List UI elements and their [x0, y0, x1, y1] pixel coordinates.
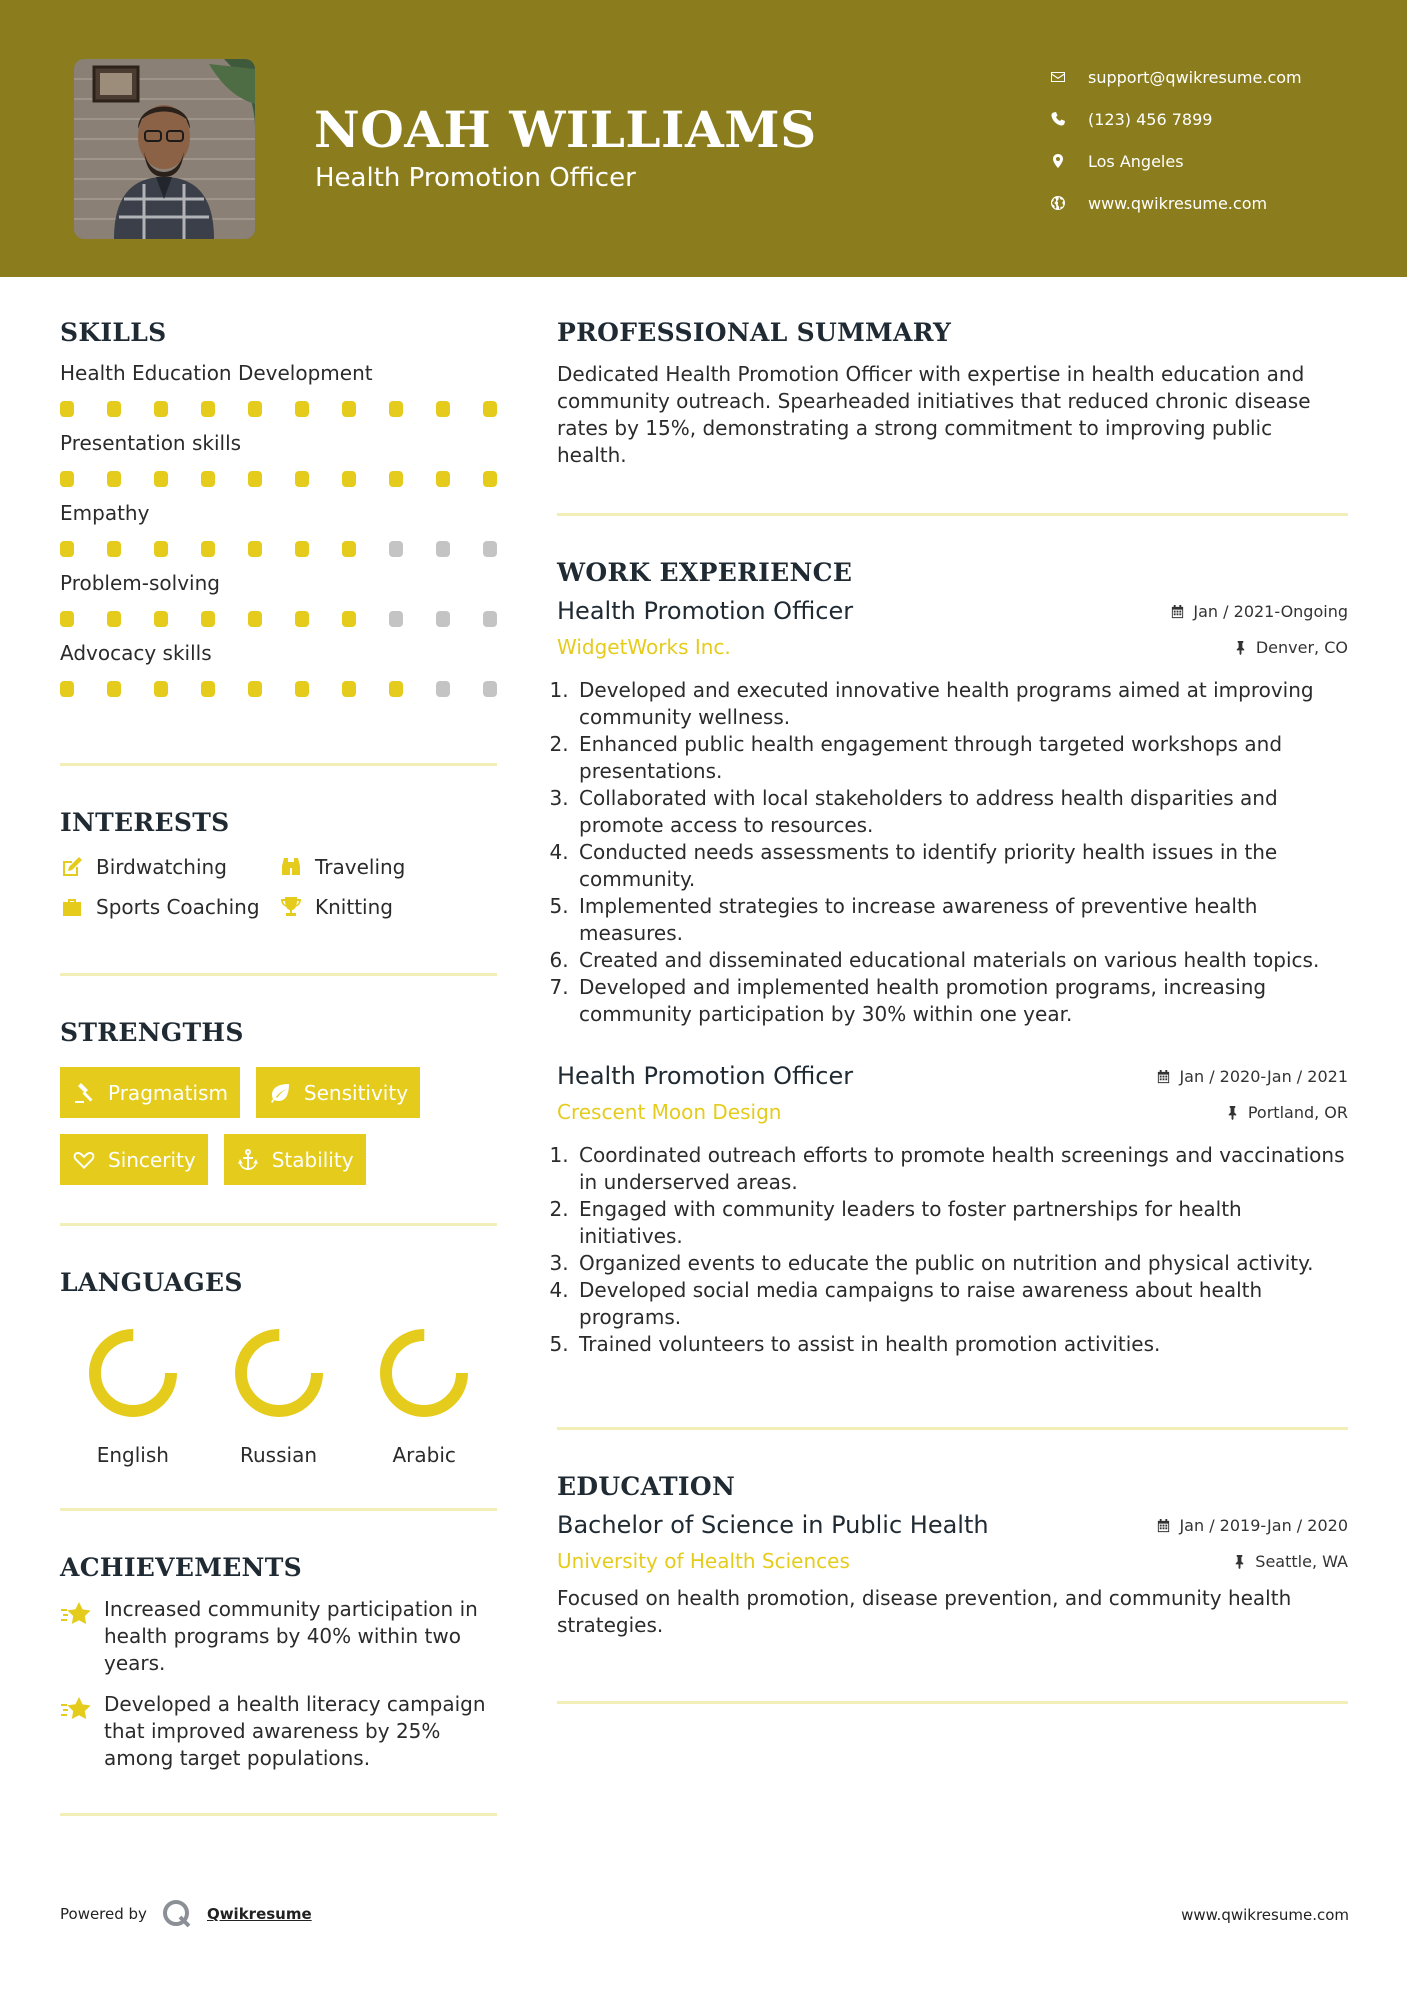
skill-name: Empathy — [60, 501, 150, 525]
skills-heading: SKILLS — [60, 318, 167, 347]
strength-label: Stability — [271, 1147, 354, 1172]
summary-section — [557, 318, 1348, 513]
rating-dot-empty — [436, 541, 450, 557]
rating-dot-filled — [107, 541, 121, 557]
qwikresume-logo-icon — [161, 1898, 193, 1930]
strengths-list — [60, 1067, 497, 1185]
rating-dot-filled — [342, 541, 356, 557]
strength-label: Pragmatism — [108, 1080, 228, 1105]
job-bullet: 1. Developed and executed innovative health programs aimed at improving community wellness. — [575, 677, 1348, 731]
summary-heading: PROFESSIONAL SUMMARY — [557, 318, 952, 347]
rating-dot-filled — [201, 471, 215, 487]
contact-website[interactable] — [1050, 182, 1302, 224]
rating-dot-filled — [201, 541, 215, 557]
rating-dot-empty — [389, 611, 403, 627]
contact-phone[interactable] — [1050, 98, 1302, 140]
star-icon — [60, 1695, 92, 1725]
rating-dot-filled — [154, 471, 168, 487]
rating-dot-filled — [483, 471, 497, 487]
achievements-heading: ACHIEVEMENTS — [60, 1553, 302, 1582]
language-proficiency-ring — [87, 1327, 179, 1419]
rating-dot-filled — [107, 401, 121, 417]
rating-dot-empty — [436, 611, 450, 627]
strength-label: Sensitivity — [303, 1080, 409, 1105]
rating-dot-filled — [436, 471, 450, 487]
rating-dot-empty — [389, 541, 403, 557]
strengths-heading: STRENGTHS — [60, 1018, 244, 1047]
rating-dot-filled — [60, 541, 74, 557]
language-item — [60, 1327, 206, 1467]
achievement-item — [60, 1596, 497, 1677]
rating-dot-filled — [389, 681, 403, 697]
phone-text[interactable]: (123) 456 7899 — [1088, 109, 1213, 129]
pushpin-icon — [1233, 640, 1248, 655]
language-proficiency-ring — [233, 1327, 325, 1419]
qwikresume-link[interactable]: Qwikresume — [206, 1905, 312, 1923]
rating-dot-filled — [342, 401, 356, 417]
rating-dot-empty — [483, 681, 497, 697]
job-dates-text: Jan / 2021-Ongoing — [1193, 602, 1348, 621]
achievements-section — [60, 1511, 497, 1813]
rating-dot-filled — [154, 611, 168, 627]
job-bullet: 4. Conducted needs assessments to identify priority health issues in the community. — [575, 839, 1348, 893]
strength-tag — [224, 1134, 366, 1185]
skill-rating — [60, 401, 497, 417]
job-location — [1233, 638, 1348, 657]
skill-rating — [60, 611, 497, 627]
rating-dot-filled — [60, 611, 74, 627]
right-column — [557, 318, 1348, 1704]
calendar-icon — [1170, 604, 1185, 619]
language-name: English — [96, 1443, 169, 1467]
rating-dot-filled — [201, 611, 215, 627]
experience-heading: WORK EXPERIENCE — [557, 558, 853, 587]
rating-dot-filled — [248, 541, 262, 557]
languages-section — [60, 1226, 497, 1508]
strength-tag — [256, 1067, 420, 1118]
website-text[interactable]: www.qwikresume.com — [1088, 193, 1268, 213]
anchor-icon — [236, 1148, 260, 1172]
job-title: Health Promotion Officer — [557, 597, 854, 625]
interest-label: Sports Coaching — [96, 895, 260, 919]
strength-label: Sincerity — [108, 1147, 196, 1172]
section-divider — [60, 1813, 497, 1816]
achievement-text: Developed a health literacy campaign that improved awareness by 25% among target populations. — [104, 1692, 486, 1770]
education-heading: EDUCATION — [557, 1472, 736, 1501]
education-entry — [557, 1511, 1348, 1639]
rating-dot-filled — [107, 611, 121, 627]
job-dates — [1156, 1067, 1348, 1086]
rating-dot-empty — [436, 681, 450, 697]
rating-dot-filled — [342, 611, 356, 627]
rating-dot-filled — [295, 401, 309, 417]
powered-by-label: Powered by — [60, 1905, 147, 1923]
skill-rating — [60, 471, 497, 487]
candidate-title: Health Promotion Officer — [315, 163, 636, 193]
languages-list — [60, 1327, 497, 1467]
contact-location — [1050, 140, 1302, 182]
interests-section — [60, 766, 497, 973]
language-name: Russian — [240, 1443, 318, 1467]
job-bullet: 7. Developed and implemented health promotion programs, increasing community participation by 30% within one year. — [575, 974, 1348, 1028]
degree-title: Bachelor of Science in Public Health — [557, 1511, 989, 1539]
education-description: Focused on health promotion, disease prevention, and community health strategies. — [557, 1586, 1292, 1637]
rating-dot-filled — [389, 401, 403, 417]
summary-text: Dedicated Health Promotion Officer with expertise in health education and community outreach. Spearheaded initiatives that reduced chronic disease rates by 15%, demonstrating a strong commitment to improving public health. — [557, 362, 1311, 467]
job-bullet: 2. Enhanced public health engagement through targeted workshops and presentations. — [575, 731, 1348, 785]
education-dates — [1156, 1516, 1348, 1535]
left-column — [60, 318, 497, 1816]
education-dates-text: Jan / 2019-Jan / 2020 — [1179, 1516, 1348, 1535]
language-proficiency-arc — [95, 1335, 171, 1411]
edit-icon — [60, 855, 84, 879]
rating-dot-empty — [483, 541, 497, 557]
education-location — [1232, 1552, 1348, 1571]
skill-rating — [60, 541, 497, 557]
job-bullet: 1. Coordinated outreach efforts to promote health screenings and vaccinations in underserved areas. — [575, 1142, 1348, 1196]
interest-item — [279, 855, 479, 879]
rating-dot-filled — [248, 471, 262, 487]
language-name: Arabic — [392, 1443, 456, 1467]
globe-icon — [1050, 195, 1088, 211]
job-bullet: 4. Developed social media campaigns to raise awareness about health programs. — [575, 1277, 1348, 1331]
rating-dot-filled — [201, 401, 215, 417]
interest-label: Knitting — [315, 895, 393, 919]
job-dates — [1170, 602, 1348, 621]
job-entry — [557, 1062, 1348, 1358]
job-location-text: Portland, OR — [1247, 1102, 1348, 1122]
rating-dot-filled — [60, 401, 74, 417]
job-bullet: 5. Trained volunteers to assist in health promotion activities. — [575, 1331, 1348, 1358]
skill-rating — [60, 681, 497, 697]
rating-dot-filled — [248, 681, 262, 697]
language-proficiency-arc — [241, 1335, 317, 1411]
contact-email[interactable] — [1050, 56, 1302, 98]
job-entry — [557, 597, 1348, 1028]
achievement-item — [60, 1691, 497, 1772]
skill-name: Health Education Development — [60, 361, 373, 385]
gavel-icon — [72, 1081, 96, 1105]
language-proficiency-arc — [386, 1335, 462, 1411]
briefcase-icon — [60, 895, 84, 919]
map-pin-icon — [1050, 153, 1088, 169]
rating-dot-filled — [248, 611, 262, 627]
language-proficiency-ring — [378, 1327, 470, 1419]
envelope-icon — [1050, 69, 1088, 85]
candidate-name: NOAH WILLIAMS — [314, 100, 817, 159]
rating-dot-filled — [60, 681, 74, 697]
job-bullet: 3. Collaborated with local stakeholders to address health disparities and promote access to resources. — [575, 785, 1348, 839]
interest-item — [279, 895, 479, 919]
job-location-text: Denver, CO — [1255, 637, 1348, 657]
rating-dot-filled — [201, 681, 215, 697]
job-bullets — [557, 677, 1348, 1028]
section-divider — [557, 1701, 1348, 1704]
email-text[interactable]: support@qwikresume.com — [1088, 67, 1302, 87]
school-name: University of Health Sciences — [557, 1549, 850, 1573]
education-location-text: Seattle, WA — [1255, 1551, 1348, 1571]
experience-section — [557, 516, 1348, 1427]
language-item — [206, 1327, 352, 1467]
strength-tag — [60, 1067, 240, 1118]
rating-dot-filled — [60, 471, 74, 487]
interest-item — [60, 895, 279, 919]
contact-list — [1050, 56, 1302, 224]
rating-dot-filled — [107, 681, 121, 697]
rating-dot-filled — [483, 401, 497, 417]
heart-icon — [72, 1148, 96, 1172]
job-bullets — [557, 1142, 1348, 1358]
footer-powered-by — [60, 1898, 312, 1930]
company-name: WidgetWorks Inc. — [557, 635, 731, 659]
calendar-icon — [1156, 1518, 1171, 1533]
rating-dot-filled — [154, 401, 168, 417]
rating-dot-filled — [154, 541, 168, 557]
skill-name: Problem-solving — [60, 571, 220, 595]
interest-label: Traveling — [315, 855, 406, 879]
interests-heading: INTERESTS — [60, 808, 230, 837]
company-name: Crescent Moon Design — [557, 1100, 782, 1124]
calendar-icon — [1156, 1069, 1171, 1084]
job-title: Health Promotion Officer — [557, 1062, 854, 1090]
rating-dot-filled — [342, 681, 356, 697]
education-section — [557, 1430, 1348, 1701]
interest-label: Birdwatching — [96, 855, 227, 879]
language-item — [351, 1327, 497, 1467]
leaf-icon — [268, 1081, 292, 1105]
skill-name: Presentation skills — [60, 431, 242, 455]
job-bullet: 2. Engaged with community leaders to foster partnerships for health initiatives. — [575, 1196, 1348, 1250]
job-bullet: 5. Implemented strategies to increase awareness of preventive health measures. — [575, 893, 1348, 947]
job-bullet: 6. Created and disseminated educational materials on various health topics. — [575, 947, 1348, 974]
star-icon — [60, 1600, 92, 1630]
rating-dot-filled — [342, 471, 356, 487]
rating-dot-filled — [295, 611, 309, 627]
phone-icon — [1050, 111, 1088, 127]
skills-section — [60, 318, 497, 763]
strength-tag — [60, 1134, 208, 1185]
skills-list — [60, 361, 497, 697]
languages-heading: LANGUAGES — [60, 1268, 243, 1297]
rating-dot-filled — [295, 681, 309, 697]
rating-dot-filled — [389, 471, 403, 487]
binoculars-icon — [279, 855, 303, 879]
resume-header — [0, 0, 1407, 277]
pushpin-icon — [1232, 1554, 1247, 1569]
interest-item — [60, 855, 279, 879]
skill-name: Advocacy skills — [60, 641, 212, 665]
rating-dot-filled — [107, 471, 121, 487]
strengths-section — [60, 976, 497, 1223]
rating-dot-filled — [436, 401, 450, 417]
rating-dot-filled — [295, 471, 309, 487]
profile-photo — [74, 59, 255, 239]
job-dates-text: Jan / 2020-Jan / 2021 — [1179, 1067, 1348, 1086]
rating-dot-filled — [248, 401, 262, 417]
footer-website[interactable]: www.qwikresume.com — [1181, 1906, 1349, 1924]
pushpin-icon — [1225, 1105, 1240, 1120]
trophy-icon — [279, 895, 303, 919]
job-bullet: 3. Organized events to educate the public on nutrition and physical activity. — [575, 1250, 1348, 1277]
achievement-text: Increased community participation in health programs by 40% within two years. — [104, 1597, 478, 1675]
rating-dot-filled — [154, 681, 168, 697]
location-text: Los Angeles — [1088, 151, 1184, 171]
rating-dot-empty — [483, 611, 497, 627]
rating-dot-filled — [295, 541, 309, 557]
job-location — [1225, 1103, 1348, 1122]
interests-list — [60, 855, 497, 919]
